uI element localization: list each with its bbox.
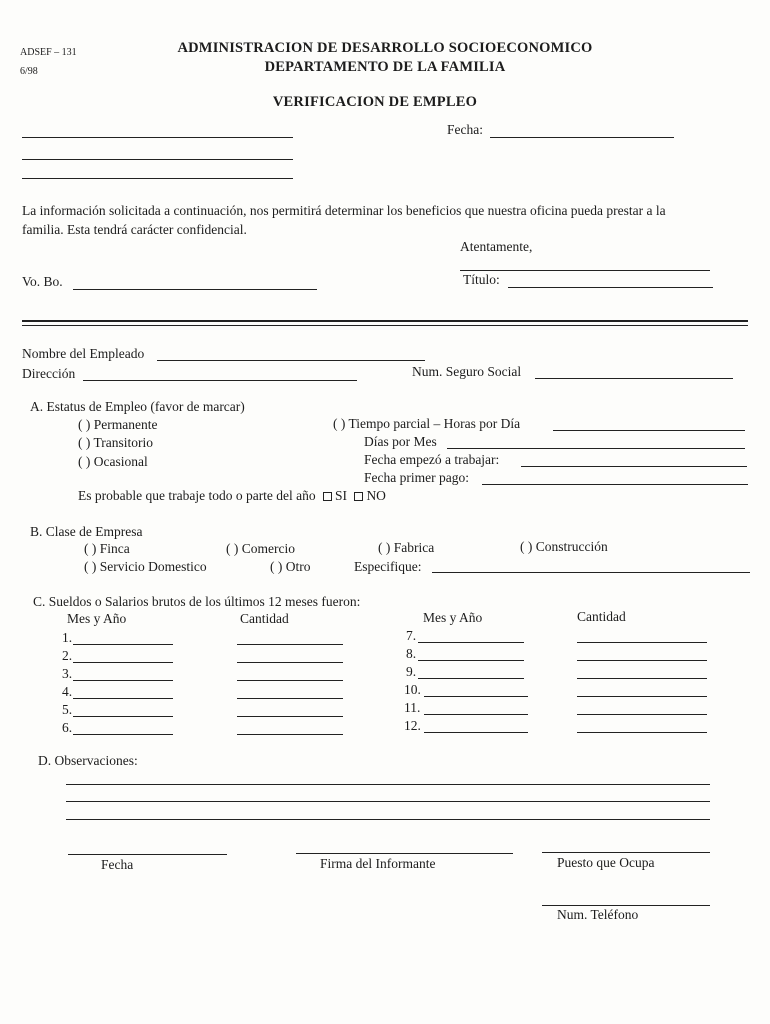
telefono-sign-label: Num. Teléfono: [557, 907, 639, 922]
tiempo-parcial-option[interactable]: ( ) Tiempo parcial – Horas por Día: [333, 416, 521, 431]
titulo-field[interactable]: [508, 287, 713, 288]
intro-text-2: familia. Esta tendrá carácter confidencial.: [22, 222, 247, 237]
mes-ano-header-left: Mes y Año: [67, 611, 127, 626]
horas-field[interactable]: [553, 430, 745, 431]
department-title: DEPARTAMENTO DE LA FAMILIA: [264, 59, 506, 75]
mes-field-10[interactable]: [424, 696, 528, 697]
probable-row: [78, 488, 386, 504]
permanente-option[interactable]: ( ) Permanente: [78, 417, 158, 432]
observaciones-line-2[interactable]: [66, 801, 710, 802]
si-label: SI: [335, 488, 348, 503]
row-num-3: 3.: [62, 666, 73, 681]
signature-line[interactable]: [460, 270, 710, 271]
cantidad-field-10[interactable]: [577, 696, 707, 697]
row-num-6: 6.: [62, 720, 73, 735]
si-checkbox[interactable]: [323, 492, 332, 501]
agency-title: ADMINISTRACION DE DESARROLLO SOCIOECONOMICO: [177, 40, 593, 56]
row-num-12: 12.: [404, 718, 421, 733]
section-c-heading: C. Sueldos o Salarios brutos de los últimos 12 meses fueron:: [33, 594, 361, 609]
puesto-sign-line[interactable]: [542, 852, 710, 853]
row-num-10: 10.: [404, 682, 421, 697]
row-num-1: 1.: [62, 630, 73, 645]
cantidad-field-8[interactable]: [577, 660, 707, 661]
fecha-pago-field[interactable]: [482, 484, 748, 485]
seguro-label: Num. Seguro Social: [412, 364, 522, 379]
seguro-field[interactable]: [535, 378, 733, 379]
row-num-7: 7.: [406, 628, 417, 643]
mes-field-3[interactable]: [73, 680, 173, 681]
titulo-label: Título:: [463, 272, 500, 287]
row-num-11: 11.: [404, 700, 421, 715]
fabrica-option[interactable]: ( ) Fabrica: [378, 540, 435, 555]
cantidad-field-4[interactable]: [237, 698, 343, 699]
cantidad-field-9[interactable]: [577, 678, 707, 679]
cantidad-header-left: Cantidad: [240, 611, 289, 626]
address-line-3[interactable]: [22, 178, 293, 179]
cantidad-field-5[interactable]: [237, 716, 343, 717]
cantidad-field-7[interactable]: [577, 642, 707, 643]
mes-field-6[interactable]: [73, 734, 173, 735]
form-title: VERIFICACION DE EMPLEO: [272, 94, 478, 110]
dias-mes-field[interactable]: [447, 448, 745, 449]
row-num-8: 8.: [406, 646, 417, 661]
construccion-option[interactable]: ( ) Construcción: [520, 539, 608, 554]
cantidad-field-1[interactable]: [237, 644, 343, 645]
nombre-field[interactable]: [157, 360, 425, 361]
vobo-label: Vo. Bo.: [22, 274, 63, 289]
section-a-heading: A. Estatus de Empleo (favor de marcar): [30, 399, 245, 414]
fecha-sign-line[interactable]: [68, 854, 227, 855]
fecha-pago-label: Fecha primer pago:: [364, 470, 469, 485]
mes-field-8[interactable]: [418, 660, 524, 661]
dias-mes-label: Días por Mes: [364, 434, 437, 449]
ocasional-option[interactable]: ( ) Ocasional: [78, 454, 148, 469]
comercio-option[interactable]: ( ) Comercio: [226, 541, 295, 556]
row-num-5: 5.: [62, 702, 73, 717]
fecha-field[interactable]: [490, 137, 674, 138]
divider-bottom: [22, 325, 748, 326]
especifique-field[interactable]: [432, 572, 750, 573]
mes-field-5[interactable]: [73, 716, 173, 717]
row-num-2: 2.: [62, 648, 73, 663]
row-num-4: 4.: [62, 684, 73, 699]
section-b-heading: B. Clase de Empresa: [30, 524, 143, 539]
atentamente: Atentamente,: [460, 239, 533, 254]
probable-label: Es probable que trabaje todo o parte del año: [78, 488, 316, 503]
address-line-1[interactable]: [22, 137, 293, 138]
mes-field-1[interactable]: [73, 644, 173, 645]
vobo-field[interactable]: [73, 289, 317, 290]
telefono-sign-line[interactable]: [542, 905, 710, 906]
mes-field-4[interactable]: [73, 698, 173, 699]
direccion-label: Dirección: [22, 366, 76, 381]
firma-sign-line[interactable]: [296, 853, 513, 854]
direccion-field[interactable]: [83, 380, 357, 381]
no-label: NO: [366, 488, 386, 503]
mes-field-2[interactable]: [73, 662, 173, 663]
mes-ano-header-right: Mes y Año: [423, 610, 483, 625]
mes-field-9[interactable]: [418, 678, 524, 679]
fecha-empezo-field[interactable]: [521, 466, 747, 467]
fecha-label: Fecha:: [447, 122, 483, 137]
address-line-2[interactable]: [22, 159, 293, 160]
cantidad-field-11[interactable]: [577, 714, 707, 715]
form-date: 6/98: [20, 66, 38, 77]
fecha-sign-label: Fecha: [101, 857, 134, 872]
cantidad-field-12[interactable]: [577, 732, 707, 733]
observaciones-line-1[interactable]: [66, 784, 710, 785]
transitorio-option[interactable]: ( ) Transitorio: [78, 435, 154, 450]
otro-option[interactable]: ( ) Otro: [270, 559, 311, 574]
firma-sign-label: Firma del Informante: [320, 856, 436, 871]
puesto-sign-label: Puesto que Ocupa: [557, 855, 655, 870]
observaciones-line-3[interactable]: [66, 819, 710, 820]
cantidad-field-6[interactable]: [237, 734, 343, 735]
intro-text: La información solicitada a continuación, nos permitirá determinar los beneficios que nuestra oficina pueda prestar a la: [22, 203, 666, 218]
cantidad-field-3[interactable]: [237, 680, 343, 681]
row-num-9: 9.: [406, 664, 417, 679]
finca-option[interactable]: ( ) Finca: [84, 541, 130, 556]
no-checkbox[interactable]: [354, 492, 363, 501]
form-code: ADSEF – 131: [20, 47, 77, 58]
section-d-heading: D. Observaciones:: [38, 753, 138, 768]
servicio-option[interactable]: ( ) Servicio Domestico: [84, 559, 207, 574]
cantidad-field-2[interactable]: [237, 662, 343, 663]
especifique-label: Especifique:: [354, 559, 422, 574]
mes-field-11[interactable]: [424, 714, 528, 715]
mes-field-12[interactable]: [424, 732, 528, 733]
nombre-label: Nombre del Empleado: [22, 346, 145, 361]
fecha-empezo-label: Fecha empezó a trabajar:: [364, 452, 500, 467]
cantidad-header-right: Cantidad: [577, 609, 626, 624]
mes-field-7[interactable]: [418, 642, 524, 643]
divider-top: [22, 320, 748, 322]
